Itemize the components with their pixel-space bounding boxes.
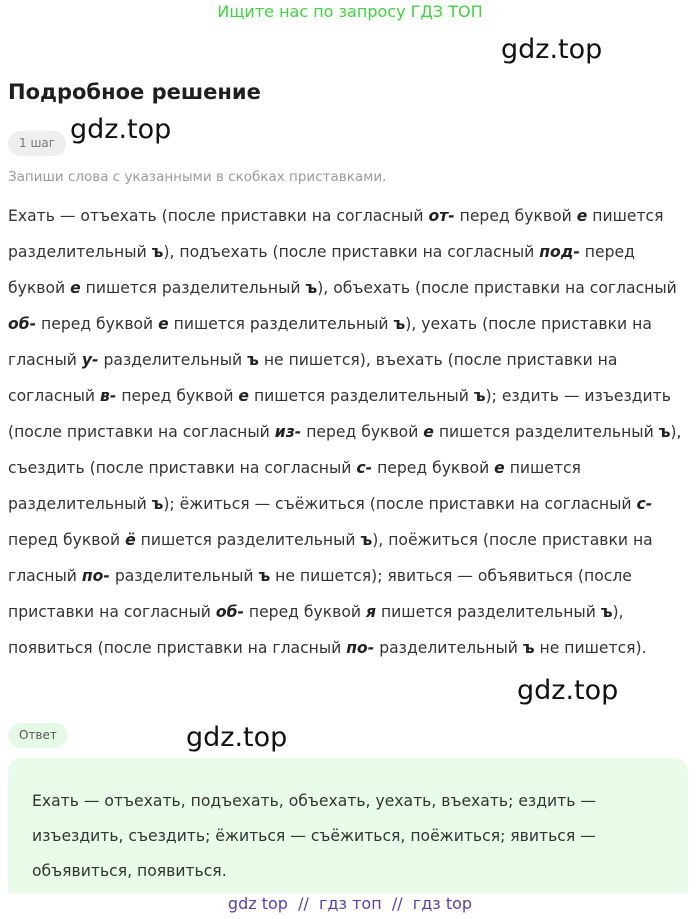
task-instruction: Запиши слова с указанными в скобках приставками. bbox=[8, 169, 387, 185]
highlighted-letter: е bbox=[494, 459, 505, 477]
highlighted-letter: под- bbox=[539, 243, 580, 261]
highlighted-letter: с- bbox=[356, 459, 373, 477]
solution-text: Ехать — отъехать (после приставки на согласный от- перед буквой е пишется разделительный ъ), подъехать (после приставки на согласный под- перед буквой е пишется разделительный ъ), объехать (после приставки на согласный об- перед буквой е пишется разделительный ъ), уехать (после приставки на гласный у- разделительный ъ не пишется), въехать (после приставки на согласный в- перед буквой е пишется разделительный ъ); ездить — изъездить (после приставки на согласный из- перед буквой е пишется разделительный ъ), съездить (после приставки на согласный с- перед буквой е пишется разделительный ъ); ёжиться — съёжиться (после приставки на согласный с- перед буквой ё пишется разделительный ъ), поёжиться (после приставки на гласный по- разделительный ъ не пишется); явиться — объявиться (после приставки на согласный об- перед буквой я пишется разделительный ъ), появиться (после приставки на гласный по- разделительный ъ не пишется). bbox=[8, 207, 682, 657]
watermark: gdz.top bbox=[501, 34, 603, 65]
highlighted-letter: из- bbox=[274, 423, 302, 441]
highlighted-letter: е bbox=[576, 207, 588, 225]
highlighted-letter: в- bbox=[100, 387, 117, 405]
hard-sign: ъ bbox=[393, 315, 406, 333]
answer-text: Ехать — отъехать, подъехать, объехать, уехать, въехать; ездить — изъездить, съездить; ёжиться — съёжиться, поёжиться; явиться — объявиться, появиться. bbox=[32, 792, 596, 880]
highlighted-letter: об- bbox=[8, 315, 37, 333]
hard-sign: ъ bbox=[658, 423, 671, 441]
highlighted-letter: у- bbox=[81, 351, 99, 369]
highlighted-letter: е bbox=[70, 279, 81, 297]
highlighted-letter: по- bbox=[81, 567, 110, 585]
hard-sign: ъ bbox=[151, 243, 164, 261]
watermark: gdz.top bbox=[186, 722, 288, 753]
page-title: Подробное решение bbox=[8, 80, 261, 104]
step-badge: 1 шаг bbox=[8, 131, 66, 156]
hard-sign: ъ bbox=[247, 351, 259, 369]
top-banner: Ищите нас по запросу ГДЗ ТОП bbox=[217, 2, 483, 21]
highlighted-letter: я bbox=[366, 603, 377, 621]
highlighted-letter: е bbox=[423, 423, 434, 441]
footer-links: gdz top // гдз топ // гдз top bbox=[227, 894, 473, 913]
hard-sign: ъ bbox=[600, 603, 613, 621]
hard-sign: ъ bbox=[258, 567, 271, 585]
hard-sign: ъ bbox=[305, 279, 318, 297]
hard-sign: ъ bbox=[360, 531, 373, 549]
watermark: gdz.top bbox=[70, 114, 172, 145]
highlighted-letter: ё bbox=[125, 531, 136, 549]
highlighted-letter: об- bbox=[215, 603, 244, 621]
highlighted-letter: е bbox=[238, 387, 249, 405]
hard-sign: ъ bbox=[151, 495, 164, 513]
highlighted-letter: по- bbox=[346, 639, 375, 657]
answer-badge: Ответ bbox=[8, 723, 68, 748]
hard-sign: ъ bbox=[522, 639, 535, 657]
highlighted-letter: от- bbox=[428, 207, 455, 225]
watermark: gdz.top bbox=[517, 675, 619, 706]
highlighted-letter: е bbox=[158, 315, 169, 333]
hard-sign: ъ bbox=[473, 387, 486, 405]
highlighted-letter: с- bbox=[636, 495, 653, 513]
